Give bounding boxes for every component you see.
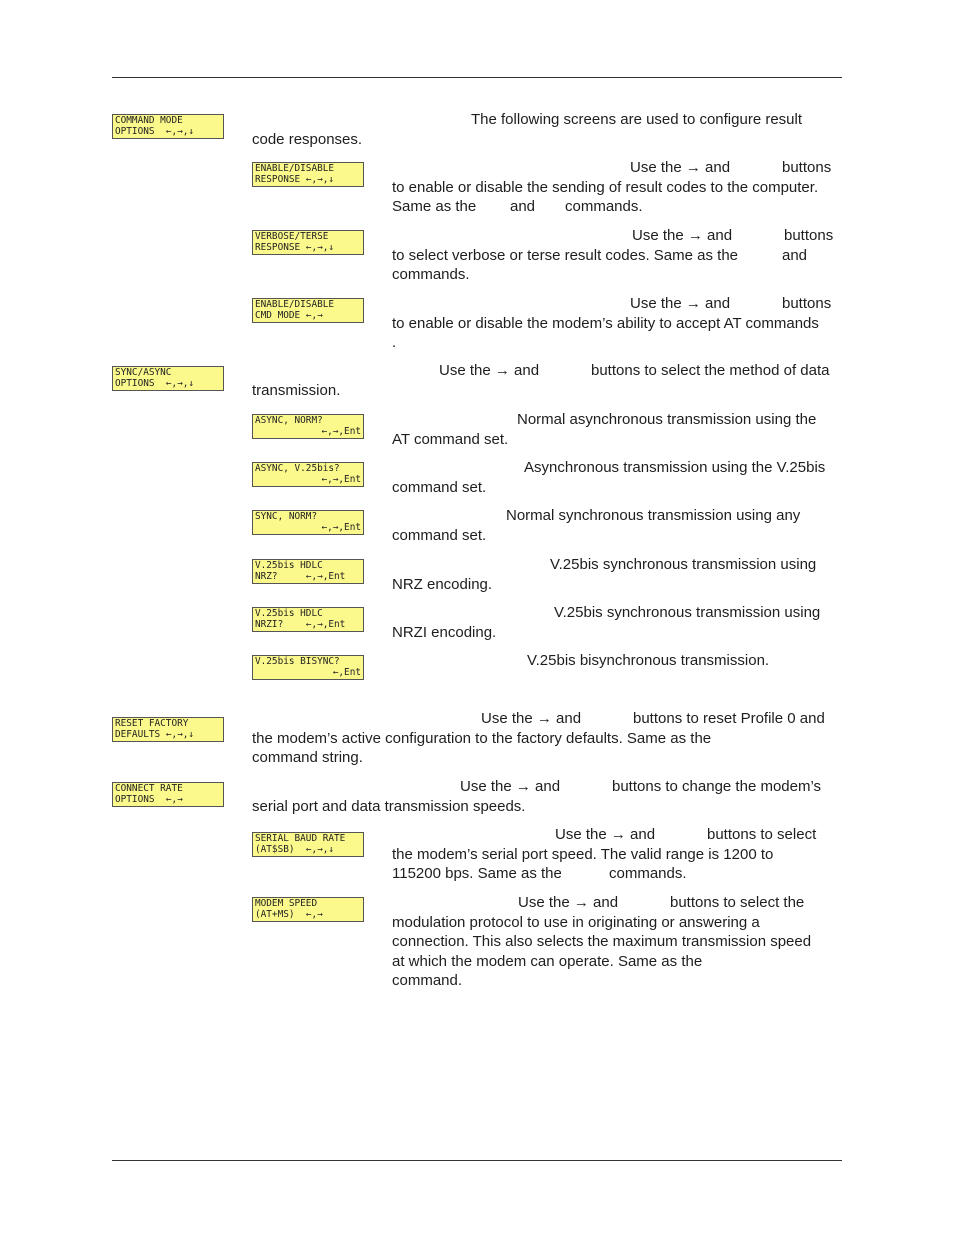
- desc-line: to enable or disable the sending of result codes to the computer.: [392, 178, 819, 196]
- desc-line: serial port and data transmission speeds.: [252, 797, 526, 815]
- desc-line: transmission.: [252, 381, 341, 399]
- desc-line: the modem’s active configuration to the factory defaults. Same as the: [252, 729, 712, 747]
- desc-async-v25bis: [392, 458, 842, 497]
- desc-fragment: buttons: [784, 227, 834, 244]
- desc-line: NRZI encoding.: [392, 623, 497, 641]
- lcd-line: ASYNC, V.25bis?: [255, 463, 340, 474]
- desc-fragment: and: [782, 246, 808, 264]
- desc-fragment: Use the → and: [632, 227, 733, 244]
- lcd-line: CONNECT RATE: [115, 783, 183, 794]
- desc-command-mode-options: [252, 110, 842, 149]
- lcd-line: ←,→,Ent: [321, 473, 361, 485]
- desc-fragment: 115200 bps. Same as the: [392, 865, 562, 882]
- desc-line: command.: [392, 972, 463, 989]
- lcd-line: VERBOSE/TERSE: [255, 231, 329, 242]
- desc-fragment: Use the → and: [518, 894, 619, 911]
- lcd-modem-speed: [252, 897, 364, 922]
- lcd-v25bis-hdlc-nrz: [252, 559, 364, 584]
- desc-fragment: and: [510, 198, 536, 215]
- desc-line: V.25bis synchronous transmission using: [550, 556, 817, 573]
- lcd-line: (AT+MS) ←,→: [255, 908, 323, 920]
- lcd-line: ENABLE/DISABLE: [255, 299, 335, 310]
- desc-line: NRZ encoding.: [392, 575, 493, 593]
- lcd-line: V.25bis BISYNC?: [255, 656, 340, 667]
- lcd-enable-disable-cmd-mode: [252, 298, 364, 323]
- desc-line: connection. This also selects the maximum transmission speed: [392, 933, 812, 950]
- lcd-line: ←,→,Ent: [321, 425, 361, 437]
- lcd-line: (AT$SB) ←,→,↓: [255, 843, 335, 855]
- lcd-async-v25bis: [252, 462, 364, 487]
- desc-reset-factory-defaults: [252, 709, 842, 768]
- desc-line: command set.: [392, 526, 487, 544]
- desc-verbose-terse-response: [392, 226, 842, 285]
- desc-line: The following screens are used to configure result: [471, 111, 803, 128]
- desc-line: V.25bis synchronous transmission using: [554, 604, 821, 621]
- desc-line: at which the modem can operate. Same as the: [392, 952, 703, 970]
- desc-line: AT command set.: [392, 430, 509, 448]
- desc-v25bis-bisync: [392, 651, 842, 671]
- desc-v25bis-hdlc-nrz: [392, 555, 842, 594]
- desc-line: to enable or disable the modem’s ability to accept AT commands: [392, 314, 819, 332]
- desc-modem-speed: [392, 893, 842, 991]
- lcd-line: OPTIONS ←,→,↓: [115, 125, 195, 137]
- desc-fragment: buttons to select the: [670, 894, 805, 911]
- desc-serial-baud-rate: [392, 825, 842, 884]
- desc-line: the modem’s serial port speed. The valid range is 1200 to: [392, 845, 774, 863]
- lcd-line: DEFAULTS ←,→,↓: [115, 728, 195, 740]
- lcd-command-mode-options: [112, 114, 224, 139]
- desc-line: Normal asynchronous transmission using the: [517, 411, 817, 428]
- desc-connect-rate-options: [252, 777, 842, 816]
- lcd-line: OPTIONS ←,→: [115, 793, 183, 805]
- lcd-line: RESPONSE ←,→,↓: [255, 173, 335, 185]
- desc-fragment: Use the → and: [555, 826, 656, 843]
- desc-fragment: Use the → and: [439, 362, 540, 379]
- desc-fragment: Use the → and: [630, 159, 731, 176]
- lcd-verbose-terse-response: [252, 230, 364, 255]
- desc-line: V.25bis bisynchronous transmission.: [527, 652, 770, 669]
- desc-fragment: Use the → and: [630, 295, 731, 312]
- lcd-line: V.25bis HDLC: [255, 608, 323, 619]
- lcd-connect-rate-options: [112, 782, 224, 807]
- desc-line: code responses.: [252, 130, 363, 148]
- lcd-line: CMD MODE ←,→: [255, 309, 323, 321]
- lcd-line: ENABLE/DISABLE: [255, 163, 335, 174]
- lcd-v25bis-bisync: [252, 655, 364, 680]
- desc-line: commands.: [392, 266, 470, 283]
- desc-fragment: Use the → and: [481, 710, 582, 727]
- lcd-v25bis-hdlc-nrzi: [252, 607, 364, 632]
- desc-fragment: buttons to reset Profile 0 and: [633, 710, 825, 727]
- desc-fragment: buttons: [782, 295, 832, 312]
- lcd-line: RESET FACTORY: [115, 718, 189, 729]
- lcd-line: COMMAND MODE: [115, 115, 183, 126]
- lcd-async-norm: [252, 414, 364, 439]
- desc-fragment: commands.: [609, 865, 687, 882]
- desc-fragment: Same as the: [392, 198, 477, 215]
- lcd-line: SYNC, NORM?: [255, 511, 318, 522]
- lcd-line: ←,Ent: [332, 666, 361, 678]
- lcd-sync-norm: [252, 510, 364, 535]
- header-rule: [112, 77, 842, 78]
- desc-line: modulation protocol to use in originating or answering a: [392, 913, 760, 931]
- desc-enable-disable-response: [392, 158, 842, 217]
- lcd-line: MODEM SPEED: [255, 898, 318, 909]
- footer-rule: [112, 1160, 842, 1161]
- lcd-line: ←,→,Ent: [321, 521, 361, 533]
- desc-fragment: commands.: [565, 198, 643, 215]
- lcd-line: SERIAL BAUD RATE: [255, 833, 346, 844]
- desc-line: command string.: [252, 749, 363, 766]
- desc-fragment: Use the → and: [460, 778, 561, 795]
- desc-fragment: buttons to select the method of data: [591, 362, 830, 379]
- desc-line: .: [392, 334, 397, 351]
- lcd-line: NRZ? ←,→,Ent: [255, 570, 346, 582]
- desc-sync-norm: [392, 506, 842, 545]
- lcd-line: RESPONSE ←,→,↓: [255, 241, 335, 253]
- desc-fragment: buttons to select: [707, 826, 817, 843]
- lcd-reset-factory-defaults: [112, 717, 224, 742]
- desc-async-norm: [392, 410, 842, 449]
- desc-fragment: buttons to change the modem’s: [612, 778, 822, 795]
- desc-v25bis-hdlc-nrzi: [392, 603, 842, 642]
- desc-line: Asynchronous transmission using the V.25bis: [524, 459, 826, 476]
- lcd-line: ASYNC, NORM?: [255, 415, 323, 426]
- lcd-line: SYNC/ASYNC: [115, 367, 172, 378]
- lcd-serial-baud-rate: [252, 832, 364, 857]
- desc-line: Normal synchronous transmission using any: [506, 507, 801, 524]
- desc-fragment: buttons: [782, 159, 832, 176]
- lcd-enable-disable-response: [252, 162, 364, 187]
- desc-fragment: to select verbose or terse result codes. Same as the: [392, 246, 739, 264]
- lcd-line: NRZI? ←,→,Ent: [255, 618, 346, 630]
- desc-sync-async-options: [252, 361, 842, 400]
- lcd-line: OPTIONS ←,→,↓: [115, 377, 195, 389]
- desc-enable-disable-cmd-mode: [392, 294, 842, 353]
- lcd-sync-async-options: [112, 366, 224, 391]
- desc-line: command set.: [392, 478, 487, 496]
- lcd-line: V.25bis HDLC: [255, 560, 323, 571]
